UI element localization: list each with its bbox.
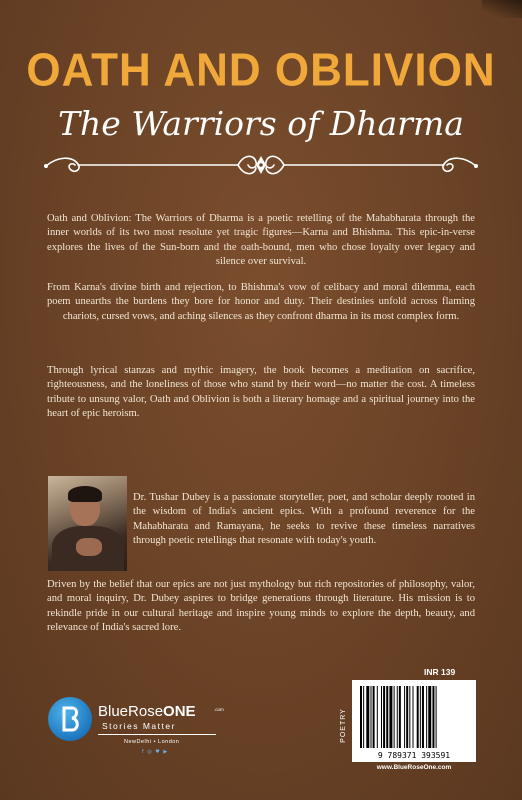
publisher-website: www.BlueRoseOne.com [376,764,452,771]
publisher-logo [48,697,228,767]
publisher-locations: NewDelhi • London [124,739,180,745]
publisher-tagline: Stories Matter [102,721,176,731]
isbn-barcode [352,680,476,762]
ornament-divider-icon [38,148,484,182]
barcode-bar [397,686,398,748]
barcode-bar [377,686,378,748]
barcode-bar [413,686,414,748]
barcode-bar [373,686,375,748]
corner-shadow [482,0,522,18]
barcode-bar [394,686,395,748]
barcode-bar [371,686,372,748]
barcode-bar [428,686,431,748]
isbn-number: 9 789371 393591 [377,751,451,760]
barcode-bar [432,686,434,748]
blurb-paragraph-2: From Karna's divine birth and rejection, to Bhishma's vow of celibacy and moral dilemma, each poem unearths the burdens they bore for honor and duty. Their destinies unfold across flaming chariots, cursed vows, and aching silences as they confront dharma in its most complex form. [47,282,475,322]
barcode-bar [436,686,437,748]
barcode-bar [399,686,401,748]
barcode-bar [404,686,405,748]
barcode-bar [426,686,427,748]
barcode-icon [352,680,476,762]
author-photo [48,476,127,571]
logo-divider [98,734,216,735]
barcode-bar [366,686,369,748]
barcode-bar [422,686,424,748]
blurb-paragraph-1: Oath and Oblivion: The Warriors of Dharma is a poetic retelling of the Mahabharata through the inner worlds of its two most resolute yet tragic figures—Karna and Bhishma. This epic-in-verse explores the lives of the Sun-born and the oath-bound, men who chose loyalty over legacy and silence over survival. [47,213,475,267]
barcode-bar [383,686,385,748]
barcode-bar [420,686,421,748]
barcode-bar [386,686,388,748]
barcode-bar [389,686,392,748]
barcode-bar [381,686,382,748]
barcode-bar [363,686,364,748]
genre-label: POETRY [339,708,347,743]
author-bio-1: Dr. Tushar Dubey is a passionate storyteller, poet, and scholar deeply rooted in the wisdom of India's ancient epics. With a profound reverence for the Mahabharata and Ramayana, he seeks to revive these timeless narratives through poetic retellings that resonate with today's youth. [133,492,475,546]
blurb-paragraph-3: Through lyrical stanzas and mythic imagery, the book becomes a meditation on sacrifice, righteousness, and the loneliness of those who stand by their word—no matter the cost. A timeless tribute to unsung valor, Oath and Oblivion is both a literary homage and a spiritual journey into the heart of epic heroism. [47,365,475,419]
barcode-bar [409,686,410,748]
barcode-bar [417,686,419,748]
author-bio-2: Driven by the belief that our epics are not just mythology but rich repositories of philosophy, valor, and moral inquiry, Dr. Dubey aspires to bridge generations through literature. His mission is to rekindle pride in our cultural heritage and inspire young minds to explore the depth, beauty, and relevance of India's sacred lore. [47,579,475,633]
book-title: OATH AND OBLIVION [26,44,496,97]
letter-b-icon [60,705,82,733]
barcode-bar [406,686,408,748]
barcode-bar [360,686,362,748]
book-subtitle: The Warriors of Dharma [58,104,464,143]
price-label: INR 139 [424,667,456,677]
social-icons: f ◎ ♥ ▶ [142,749,169,755]
publisher-name: BlueRoseONE [98,703,196,720]
publisher-domain: .com [214,707,224,712]
